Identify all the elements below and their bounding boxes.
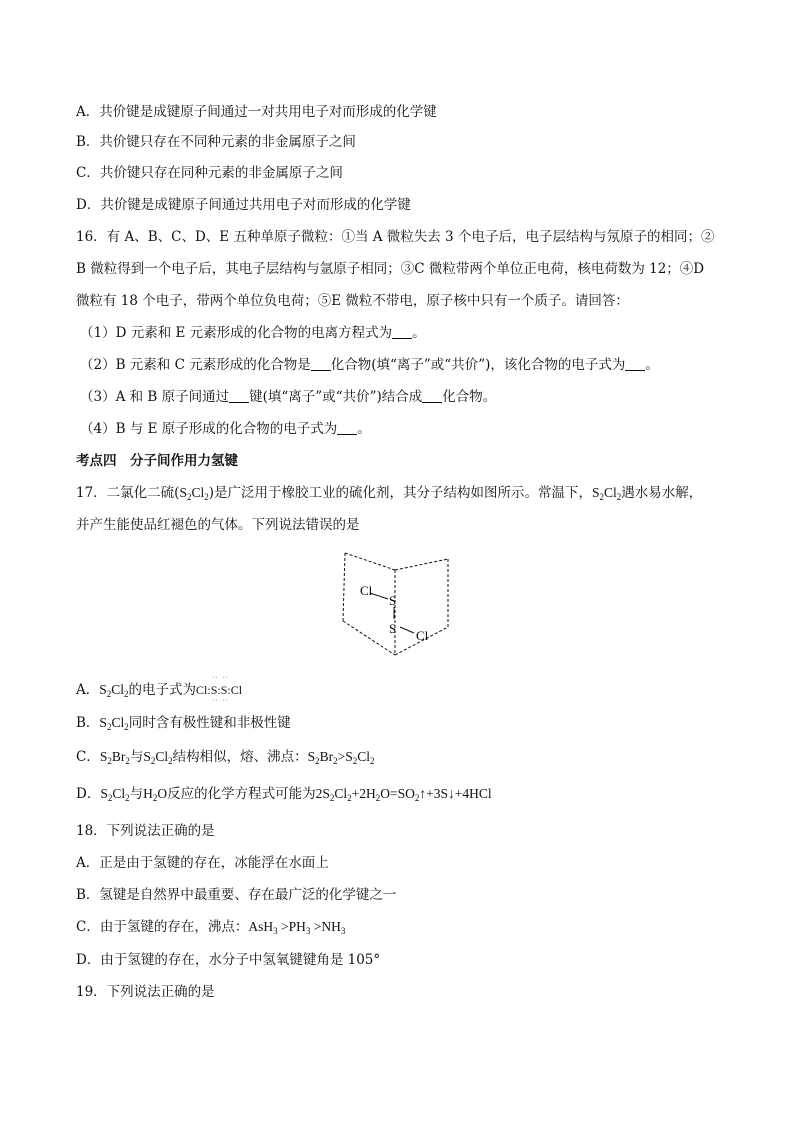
q16-sub2-text-b: 化合物(填“离子”或“共价”)，该化合物的电子式为 (330, 357, 626, 373)
option-letter: D． (76, 786, 101, 802)
q17-option-c (76, 748, 375, 766)
q18-option-c (76, 918, 345, 936)
answer-blank[interactable] (337, 422, 357, 435)
q17-option-d (76, 785, 492, 803)
option-text: 与 (129, 749, 144, 765)
q15-option-a: A．共价键是成键原子间通过一对共用电子对而形成的化学键 (76, 104, 437, 120)
bond-cl-s (370, 593, 388, 599)
formula-s2br2: $S_2Br_2$ (99, 749, 130, 766)
option-text: C．由于氢键的存在，沸点： (76, 919, 249, 935)
punct: 。 (645, 357, 659, 373)
q16-sub2-text: （2）B 元素和 C 元素形成的化合物是 (80, 357, 311, 373)
q18-option-d: D．由于氢键的存在，水分子中氢氧键键角是 105° (76, 952, 381, 968)
bond-s-cl (400, 627, 414, 633)
atom-label: Cl (416, 628, 429, 643)
plane-edge (345, 553, 395, 570)
formula-s2cl2: $S_2Cl_2$ (100, 786, 130, 803)
q16-sub3-text-c: 化合物。 (442, 389, 497, 405)
q16-sub1 (80, 324, 426, 342)
section-title: 考点四 分子间作用力氢键 (76, 453, 238, 469)
answer-blank[interactable] (229, 390, 249, 403)
answer-blank[interactable] (392, 326, 412, 339)
option-letter: A． (76, 682, 100, 698)
q15-option-b: B．共价键只存在不同种元素的非金属原子之间 (76, 134, 356, 150)
option-text-b: 结构相似，熔、沸点： (172, 749, 308, 765)
q17-stem-line1 (76, 484, 702, 502)
atom-label: S (389, 593, 397, 608)
comparison-formula: $S_2Br_2>S_2Cl_2$ (307, 749, 375, 766)
plane-edge (395, 559, 448, 570)
q16-stem-line1: 16．有 A、B、C、D、E 五种单原子微粒：①当 A 微粒失去 3 个电子后，电子层结构与氖原子的相同；② (76, 229, 715, 245)
q16-sub3 (80, 388, 496, 406)
q17-text-b: )是广泛用于橡胶工业的硫化剂，其分子结构如图所示。常温下， (208, 485, 593, 501)
punct: 。 (412, 325, 426, 341)
q17-option-a (76, 675, 243, 704)
formula-s2cl2: $S_2Cl_2$ (179, 485, 209, 502)
option-text: 与 (129, 786, 144, 802)
option-text: 同时含有极性键和非极性键 (128, 715, 291, 731)
formula-s2cl2: $S_2Cl_2$ (99, 682, 129, 699)
answer-blank[interactable] (625, 358, 645, 371)
electron-formula: Cl:S ·· ·· :S ·· ·· :Cl (196, 675, 243, 704)
q16-sub4-text: （4）B 与 E 原子形成的化合物的电子式为 (80, 421, 338, 437)
q16-stem-line3: 微粒有 18 个电子，带两个单位负电荷；⑤E 微粒不带电，原子核中只有一个质子。请回答： (76, 293, 629, 309)
q17-stem-line2: 并产生能使品红褪色的气体。下列说法错误的是 (76, 517, 360, 533)
plane-edge (343, 553, 345, 621)
q17-option-b (76, 714, 291, 732)
q19-stem: 19．下列说法正确的是 (76, 984, 215, 1000)
q17-text-c: 遇水易水解， (621, 485, 703, 501)
q17-text: 17．二氯化二硫( (76, 485, 180, 501)
q16-sub4 (80, 420, 371, 438)
option-letter: C． (76, 749, 100, 765)
s2cl2-structure-figure (340, 545, 455, 660)
formula-s2cl2: $S_2Cl_2$ (99, 715, 129, 732)
q15-option-c: C．共价键只存在同种元素的非金属原子之间 (76, 165, 343, 181)
punct: 。 (357, 421, 371, 437)
q16-sub1-text: （1）D 元素和 E 元素形成的化合物的电离方程式为 (80, 325, 393, 341)
reaction-equation: $2S_2Cl_2+2H_2O=SO_2↑+3S↓+4HCl$ (315, 786, 492, 803)
q18-option-a: A．正是由于氢键的存在，冰能浮在水面上 (76, 855, 329, 871)
option-text: 的电子式为 (128, 682, 197, 698)
q16-sub2 (80, 356, 659, 374)
option-text-b: 反应的化学方程式可能为 (167, 786, 316, 802)
formula-h2o: $H_2O$ (143, 786, 168, 803)
atom-label: Cl (360, 583, 373, 598)
q18-option-b: B．氢键是自然界中最重要、存在最广泛的化学键之一 (76, 887, 397, 903)
q15-option-d: D．共价键是成键原子间通过共用电子对而形成的化学键 (76, 197, 411, 213)
q16-stem-line2: B 微粒得到一个电子后，其电子层结构与氩原子相同；③C 微粒带两个单位正电荷，核电荷数为 12；④D (76, 261, 705, 277)
plane-edge (343, 621, 395, 655)
formula-s2cl2: $S_2Cl_2$ (143, 749, 173, 766)
answer-blank[interactable] (422, 390, 442, 403)
answer-blank[interactable] (311, 358, 331, 371)
boiling-point-comparison: $AsH_3 >PH_3 >NH_3$ (248, 919, 346, 936)
option-letter: B． (76, 715, 100, 731)
atom-label: S (389, 621, 397, 636)
q18-stem: 18．下列说法正确的是 (76, 823, 215, 839)
q16-sub3-text-b: 键(填“离子”或“共价”)结合成 (249, 389, 423, 405)
q16-sub3-text: （3）A 和 B 原子间通过 (80, 389, 230, 405)
formula-s2cl2: $S_2Cl_2$ (592, 485, 622, 502)
